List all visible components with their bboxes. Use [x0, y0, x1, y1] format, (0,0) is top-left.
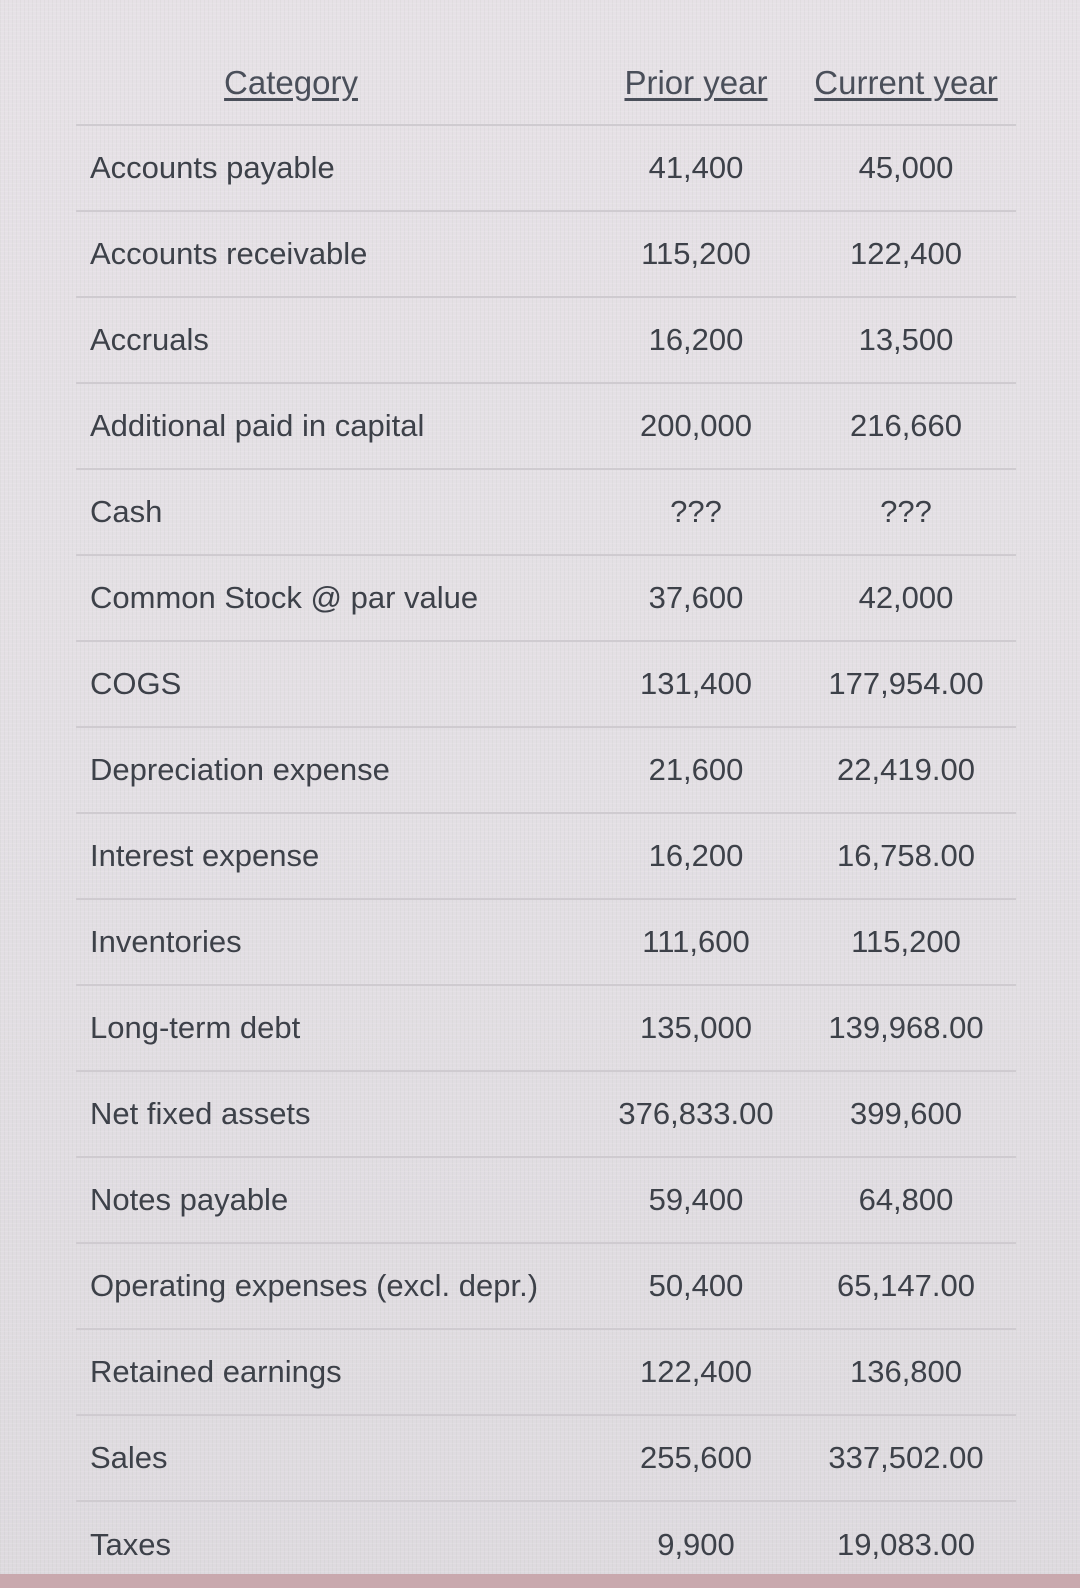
category-cell: Additional paid in capital [90, 408, 425, 443]
table-row [76, 469, 1016, 555]
bottom-edge-strip [0, 1574, 1080, 1588]
current-year-cell: 13,500 [858, 322, 954, 357]
prior-year-cell: 16,200 [648, 322, 744, 357]
current-year-cell: 177,954.00 [828, 666, 984, 701]
current-year-cell: 115,200 [851, 924, 961, 959]
prior-year-cell: 21,600 [648, 752, 744, 787]
table-row [76, 555, 1016, 641]
table-row [76, 1243, 1016, 1329]
category-cell: Net fixed assets [90, 1096, 311, 1131]
prior-year-cell: 200,000 [639, 408, 753, 443]
table-row [76, 813, 1016, 899]
category-cell: Accounts payable [90, 150, 335, 185]
table-header-row [76, 42, 1016, 125]
current-year-cell: 16,758.00 [837, 838, 975, 873]
category-cell: Taxes [90, 1526, 171, 1562]
table-row [76, 211, 1016, 297]
table-row [76, 1157, 1016, 1243]
current-year-cell: 22,419.00 [837, 752, 975, 787]
table-row [76, 1329, 1016, 1415]
category-cell: Interest expense [90, 838, 320, 873]
column-header-category[interactable] [76, 42, 596, 125]
current-year-cell: 139,968.00 [828, 1010, 984, 1045]
current-year-cell: 216,660 [849, 408, 963, 443]
prior-year-cell: 41,400 [648, 150, 744, 185]
current-year-cell: 136,800 [849, 1354, 963, 1389]
current-year-cell: 337,502.00 [828, 1440, 984, 1475]
table-row [76, 125, 1016, 211]
current-year-cell: 65,147.00 [837, 1268, 975, 1303]
column-header-prior-year[interactable] [596, 42, 796, 125]
prior-year-cell: 37,600 [648, 580, 744, 615]
category-cell: Retained earnings [90, 1354, 342, 1389]
category-cell: Long-term debt [90, 1010, 301, 1045]
table-row [76, 1415, 1016, 1501]
current-year-cell: 45,000 [858, 150, 954, 185]
category-cell: Notes payable [90, 1182, 289, 1217]
current-year-cell: 122,400 [849, 236, 963, 271]
prior-year-cell: 376,833.00 [618, 1096, 774, 1131]
category-cell: Depreciation expense [90, 752, 390, 787]
current-year-cell: 19,083.00 [837, 1526, 975, 1562]
prior-year-cell: 50,400 [648, 1268, 744, 1303]
prior-year-cell: ??? [670, 494, 722, 529]
category-cell: Operating expenses (excl. depr.) [90, 1268, 539, 1303]
category-cell: Cash [90, 494, 163, 529]
table-row [76, 383, 1016, 469]
prior-year-cell: 16,200 [648, 838, 744, 873]
prior-year-cell: 115,200 [641, 236, 751, 271]
category-cell: Sales [90, 1440, 168, 1475]
current-year-cell: 399,600 [849, 1096, 963, 1131]
prior-year-cell: 9,900 [657, 1526, 735, 1562]
table-row [76, 641, 1016, 727]
column-header-category-label[interactable]: Category [224, 64, 358, 101]
table-row [76, 899, 1016, 985]
category-cell: Inventories [90, 924, 242, 959]
financial-data-table [76, 42, 1016, 1587]
prior-year-cell: 135,000 [639, 1010, 753, 1045]
table-row [76, 985, 1016, 1071]
current-year-cell: ??? [880, 494, 932, 529]
prior-year-cell: 122,400 [639, 1354, 753, 1389]
current-year-cell: 42,000 [858, 580, 954, 615]
table-body [76, 125, 1016, 1587]
current-year-cell: 64,800 [858, 1182, 954, 1217]
prior-year-cell: 59,400 [648, 1182, 744, 1217]
category-cell: Accruals [90, 322, 209, 357]
prior-year-cell: 111,600 [642, 924, 750, 959]
table-row [76, 727, 1016, 813]
table-row [76, 1071, 1016, 1157]
category-cell: COGS [90, 666, 182, 701]
column-header-current-year-label[interactable]: Current year [814, 64, 998, 101]
prior-year-cell: 131,400 [639, 666, 753, 701]
category-cell: Accounts receivable [90, 236, 368, 271]
category-cell: Common Stock @ par value [90, 580, 479, 615]
table-row [76, 297, 1016, 383]
column-header-prior-year-label[interactable]: Prior year [624, 64, 768, 101]
column-header-current-year[interactable] [796, 42, 1016, 125]
prior-year-cell: 255,600 [639, 1440, 753, 1475]
